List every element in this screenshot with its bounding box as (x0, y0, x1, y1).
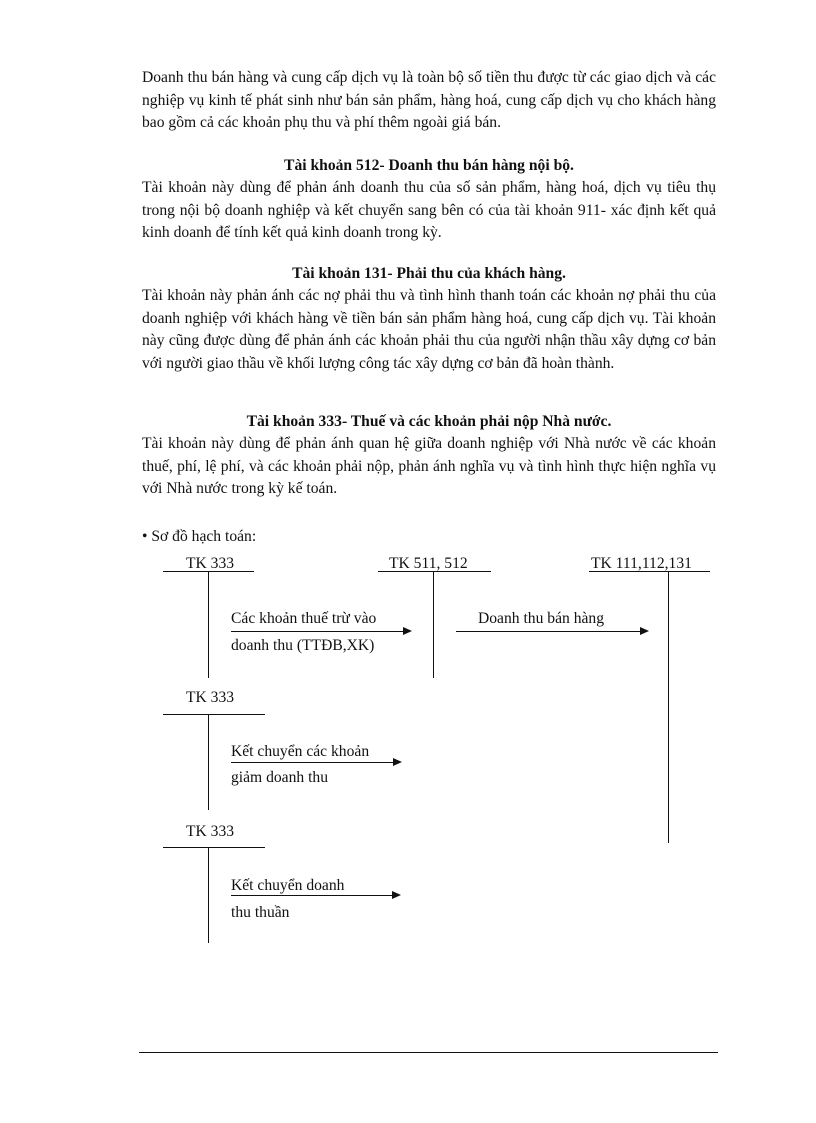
account-tk333-bot: TK 333 (186, 823, 235, 840)
footer-divider (139, 1052, 718, 1053)
account-tk111: TK 111,112,131 (591, 555, 692, 572)
arrow-tax-deductions (231, 631, 409, 632)
arrow-head-icon (403, 627, 412, 635)
arrow4-label-line1: Kết chuyển doanh (231, 877, 345, 894)
arrow-transfer-net-revenue (231, 895, 398, 896)
t-account-stem-511 (433, 572, 434, 678)
t-account-bar-111 (589, 571, 710, 572)
t-account-bar-333-mid (163, 714, 265, 715)
arrow2-label: Doanh thu bán hàng (478, 610, 605, 627)
arrow-head-icon (392, 891, 401, 899)
t-account-stem-333-bot (208, 848, 209, 943)
diagram-heading: • Sơ đồ hạch toán: (142, 528, 257, 545)
arrow-head-icon (393, 758, 402, 766)
arrow-head-icon (640, 627, 649, 635)
account-tk333-mid: TK 333 (186, 689, 235, 706)
arrow1-label-line1: Các khoản thuế trừ vào (231, 610, 377, 627)
account-tk511: TK 511, 512 (389, 555, 468, 572)
t-account-bar-511 (378, 571, 491, 572)
section-333-title: Tài khoản 333- Thuế và các khoản phải nộp Nhà nước. (246, 413, 612, 430)
arrow4-label-line2: thu thuần (231, 904, 290, 921)
account-tk333-top: TK 333 (186, 555, 235, 572)
section-333-body: Tài khoản này dùng để phản ánh quan hệ giữa doanh nghiệp với Nhà nước về các khoản thuế, phí, lệ phí, và các khoản phải nộp, phản ánh nghĩa vụ và tình hình thực hiện nghĩa vụ với Nhà nước trong kỳ kế toán. (142, 435, 716, 497)
intro-paragraph: Doanh thu bán hàng và cung cấp dịch vụ là toàn bộ số tiền thu được từ các giao dịch và các nghiệp vụ kinh tế phát sinh như bán sản phẩm, hàng hoá, cung cấp dịch vụ cho khách hàng bao gồm cả các khoản phụ thu và phí thêm ngoài giá bán. (142, 69, 716, 131)
arrow1-label-line2: doanh thu (TTĐB,XK) (231, 637, 375, 654)
t-account-stem-111 (668, 572, 669, 843)
t-account-stem-333-mid (208, 715, 209, 810)
arrow-transfer-deductions (231, 762, 399, 763)
arrow3-label-line1: Kết chuyển các khoản (231, 743, 370, 760)
t-account-stem-333-top (208, 572, 209, 678)
section-131-body: Tài khoản này phản ánh các nợ phải thu và tình hình thanh toán các khoản nợ phải thu của doanh nghiệp với khách hàng về tiền bán sản phẩm hàng hoá, cung cấp dịch vụ. Tài khoản này cũng được dùng để phản ánh các khoản phải thu của người nhận thầu xây dựng cơ bản với người giao thầu về khối lượng công tác xây dựng cơ bản đã hoàn thành. (142, 287, 716, 372)
arrow-sales-revenue (456, 631, 646, 632)
t-account-bar-333-bot (163, 847, 265, 848)
section-512-title: Tài khoản 512- Doanh thu bán hàng nội bộ. (284, 157, 574, 174)
section-131-title: Tài khoản 131- Phải thu của khách hàng. (292, 265, 566, 282)
section-512-body: Tài khoản này dùng để phản ánh doanh thu của số sản phẩm, hàng hoá, dịch vụ tiêu thụ trong nội bộ doanh nghiệp và kết chuyển sang bên có của tài khoản 911- xác định kết quả kinh doanh để tính kết quả kinh doanh trong kỳ. (142, 179, 716, 241)
arrow3-label-line2: giảm doanh thu (231, 769, 329, 786)
